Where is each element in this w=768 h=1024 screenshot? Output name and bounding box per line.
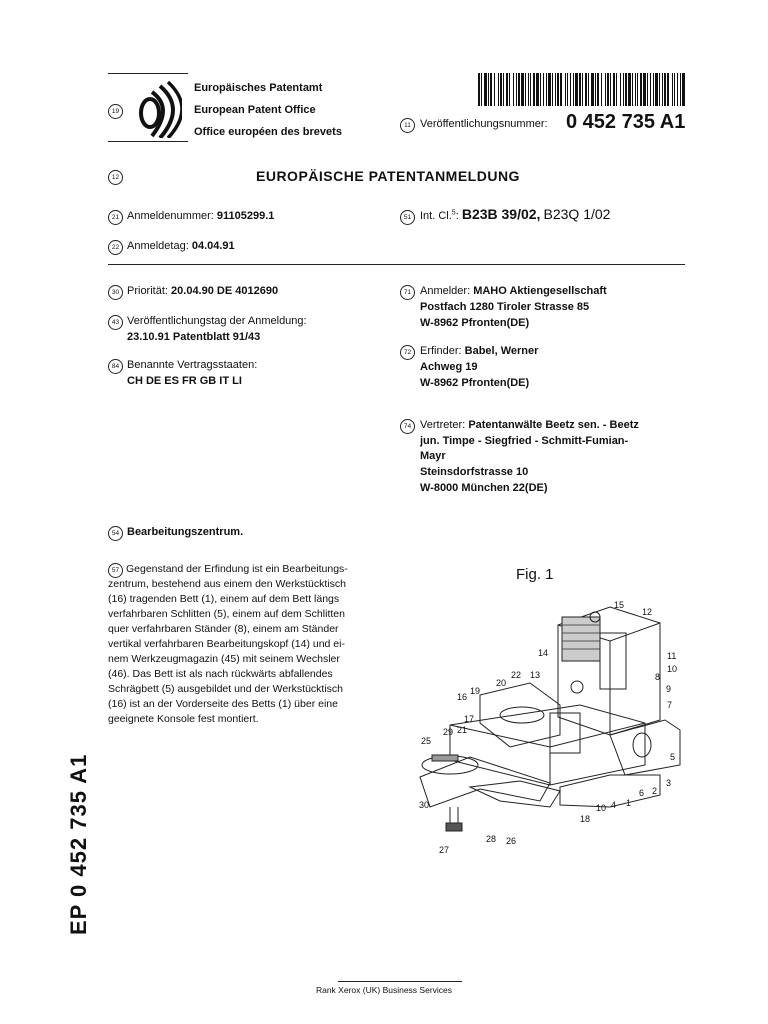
code-30: 30: [108, 285, 123, 300]
footer-text: Rank Xerox (UK) Business Services: [315, 985, 453, 995]
int-cl-secondary: B23Q 1/02: [543, 206, 611, 222]
machine-drawing-icon: [410, 595, 700, 855]
fig-label: 9: [666, 684, 672, 694]
fig-label: 2: [652, 786, 658, 796]
code-51: 51: [400, 210, 415, 225]
fig-label: 22: [511, 670, 522, 680]
app-number-row: [127, 210, 274, 222]
fig-label: 15: [614, 600, 625, 610]
abstract-line: vertikal verfahrbaren Bearbeitungskopf (14) und ei-: [108, 638, 345, 650]
code-84: 84: [108, 359, 123, 374]
inventor-city: W-8962 Pfronten(DE): [420, 377, 530, 389]
app-number: 91105299.1: [216, 210, 275, 222]
pub-number: 0 452 735 A1: [566, 111, 686, 133]
abstract-line: verfahrbaren Schlitten (5), einem auf dem Schlitten: [108, 608, 345, 620]
fig-label: 16: [457, 692, 468, 702]
fig-label: 28: [486, 834, 497, 844]
states-value: CH DE ES FR GB IT LI: [127, 375, 242, 387]
fig-label: 8: [655, 672, 661, 682]
abstract-line: Schrägbett (5) ausgebildet und der Werkstücktisch: [108, 683, 344, 695]
fig-label: 30: [419, 800, 430, 810]
fig-label: 7: [667, 700, 673, 710]
code-11: 11: [400, 118, 415, 133]
rep-label: Vertreter:: [420, 419, 466, 431]
fig-label: 12: [642, 607, 653, 617]
rep-name-2: jun. Timpe - Siegfried - Schmitt-Fumian-: [420, 435, 629, 447]
pubdate-label: Veröffentlichungstag der Anmeldung:: [127, 315, 307, 327]
fig-label: 4: [611, 800, 617, 810]
fig-label: 25: [421, 736, 432, 746]
abstract-line: zentrum, bestehend aus einem den Werkstücktisch: [108, 578, 346, 590]
int-cl-main: B23B 39/02,: [461, 206, 541, 222]
inventor-row: [420, 345, 538, 357]
abstract-line: Gegenstand der Erfindung ist ein Bearbeitungs-: [126, 563, 348, 575]
fig-label: 20: [496, 678, 507, 688]
pub-number-label: Veröffentlichungsnummer:: [420, 118, 548, 130]
figure-caption: Fig. 1: [516, 566, 554, 583]
section-rule-1: [108, 264, 685, 265]
fig-label: 10: [596, 803, 607, 813]
fig-label: 14: [538, 648, 549, 658]
code-43: 43: [108, 315, 123, 330]
fig-label: 5: [670, 752, 676, 762]
abstract-line: (46). Das Bett ist als nach rückwärts abfallendes: [108, 668, 333, 680]
fig-label: 19: [470, 686, 481, 696]
rep-name-3: Mayr: [420, 450, 446, 462]
document-title: EUROPÄISCHE PATENTANMELDUNG: [256, 168, 520, 184]
code-54: 54: [108, 526, 123, 541]
fig-label: 18: [580, 814, 591, 824]
office-name-de: Europäisches Patentamt: [194, 82, 323, 94]
rep-city: W-8000 München 22(DE): [420, 482, 548, 494]
fig-label: 17: [464, 714, 475, 724]
app-date-row: [127, 240, 235, 252]
fig-label: 27: [439, 845, 450, 855]
priority-value: 20.04.90 DE 4012690: [171, 285, 279, 297]
priority-row: [127, 285, 278, 297]
states-label: Benannte Vertragsstaaten:: [127, 359, 258, 371]
footer-rule: [338, 981, 462, 982]
barcode: [478, 73, 685, 106]
app-number-label: Anmeldenummer:: [127, 210, 214, 222]
rep-street: Steinsdorfstrasse 10: [420, 466, 529, 478]
fig-label: 26: [506, 836, 517, 846]
rep-row: [420, 419, 639, 431]
inventor-address: Achweg 19: [420, 361, 478, 373]
code-71: 71: [400, 285, 415, 300]
priority-label: Priorität:: [127, 285, 168, 297]
invention-title: Bearbeitungszentrum.: [127, 526, 244, 538]
applicant-name: MAHO Aktiengesellschaft: [473, 285, 607, 297]
code-57: 57: [108, 563, 123, 578]
code-74: 74: [400, 419, 415, 434]
abstract-line: (16) tragenden Bett (1), einem auf dem Bett längs: [108, 593, 340, 605]
abstract-text: [108, 562, 380, 727]
fig-label: 3: [666, 778, 672, 788]
office-name-en: European Patent Office: [194, 104, 316, 116]
inventor-label: Erfinder:: [420, 345, 462, 357]
code-19: 19: [108, 104, 123, 119]
fig-label: 29: [443, 727, 454, 737]
applicant-address: Postfach 1280 Tiroler Strasse 85: [420, 301, 590, 313]
abstract-line: geeignete Konsole fest montiert.: [108, 713, 259, 725]
fig-label: 21: [457, 725, 468, 735]
side-pub-number: EP 0 452 735 A1: [66, 753, 91, 935]
code-72: 72: [400, 345, 415, 360]
header-rule-top: [108, 73, 188, 74]
int-cl-row: Int. Cl.$^5$: B23B 39/02, B23Q 1/02: [420, 206, 611, 222]
fig-label: 6: [639, 788, 645, 798]
applicant-city: W-8962 Pfronten(DE): [420, 317, 530, 329]
app-date-label: Anmeldetag:: [127, 240, 189, 252]
rep-name-1: Patentanwälte Beetz sen. - Beetz: [468, 419, 639, 431]
inventor-name: Babel, Werner: [464, 345, 539, 357]
abstract-line: quer verfahrbaren Ständer (8), einem am Ständer: [108, 623, 339, 635]
office-name-fr: Office européen des brevets: [194, 126, 342, 138]
abstract-line: (16) ist an der Vorderseite des Betts (1) über eine: [108, 698, 338, 710]
fig-label: 10: [667, 664, 678, 674]
applicant-row: [420, 285, 607, 297]
app-date: 04.04.91: [191, 240, 235, 252]
abstract-line: nem Werkzeugmagazin (45) mit seinem Wechsler: [108, 653, 340, 665]
header-rule-bottom: [108, 141, 188, 142]
code-21: 21: [108, 210, 123, 225]
int-cl-label: Int. Cl.: [420, 210, 452, 222]
code-22: 22: [108, 240, 123, 255]
pubdate-value: 23.10.91 Patentblatt 91/43: [127, 331, 261, 343]
epo-logo-icon: [130, 80, 182, 138]
fig-label: 13: [530, 670, 541, 680]
fig-label: 11: [667, 651, 677, 661]
applicant-label: Anmelder:: [420, 285, 471, 297]
code-12: 12: [108, 170, 123, 185]
fig-label: 1: [626, 798, 632, 808]
int-cl-sup: 5: [451, 209, 456, 217]
